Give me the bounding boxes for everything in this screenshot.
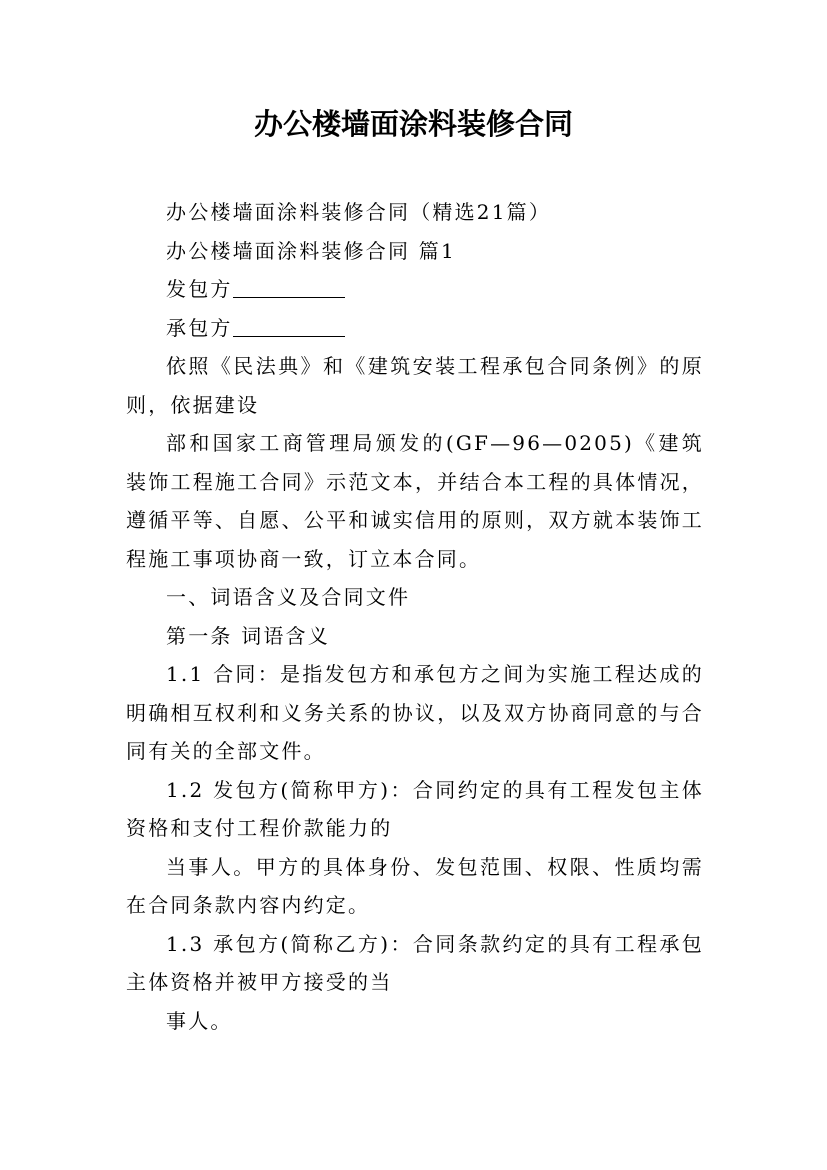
paragraph-chapter-heading: 办公楼墙面涂料装修合同 篇1: [166, 238, 456, 263]
contractor-blank-line: [233, 318, 345, 337]
clause-1-3: 1.3 承包方(简称乙方)：合同条款约定的具有工程承包主体资格并被甲方接受的当: [126, 931, 704, 994]
contractor-label: 承包方: [166, 315, 233, 340]
clause-1-2-continued: 当事人。甲方的具体身份、发包范围、权限、性质均需在合同条款内容内约定。: [126, 854, 704, 917]
clause-1-3-continued: 事人。: [166, 1008, 233, 1033]
paragraph-basis: 依照《民法典》和《建筑安装工程承包合同条例》的原则，依据建设: [126, 354, 704, 417]
paragraph-standard-text: 部和国家工商管理局颁发的(GF—96—0205)《建筑装饰工程施工合同》示范文本，并结合本工程的具体情况，遵循平等、自愿、公平和诚实信用的原则，双方就本装饰工程施工事项协商一致，订立本合同。: [126, 431, 704, 571]
paragraph-collection-title: 办公楼墙面涂料装修合同（精选21篇）: [166, 200, 552, 224]
employer-blank-line: [233, 279, 345, 298]
document-title: 办公楼墙面涂料装修合同: [253, 107, 573, 141]
clause-1-1: 1.1 合同：是指发包方和承包方之间为实施工程达成的明确相互权利和义务关系的协议，以及双方协商同意的与合同有关的全部文件。: [126, 662, 704, 763]
employer-label: 发包方: [166, 277, 233, 301]
clause-1-2: 1.2 发包方(简称甲方)：合同约定的具有工程发包主体资格和支付工程价款能力的: [126, 777, 704, 840]
section-heading-definitions: 一、词语含义及合同文件: [166, 585, 411, 609]
contractor-line: [126, 309, 704, 348]
document-body: [126, 193, 704, 1040]
article-heading-1: 第一条 词语含义: [166, 623, 330, 648]
employer-line: [126, 270, 704, 309]
